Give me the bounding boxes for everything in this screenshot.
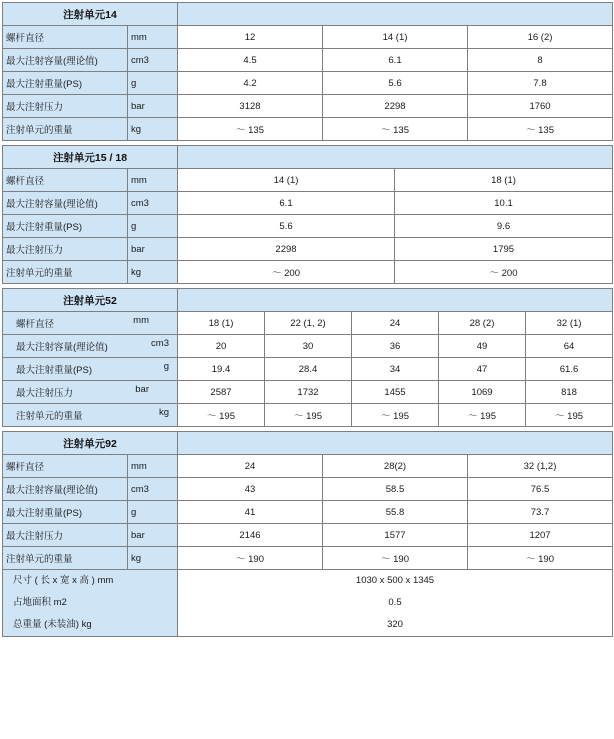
row-unit: kg xyxy=(128,261,178,284)
row-label: 注射单元的重量 xyxy=(3,547,128,570)
cell-value: 6.1 xyxy=(178,192,395,215)
cell-value: 43 xyxy=(178,478,323,501)
cell-value: ～ 200 xyxy=(395,261,613,284)
cell-value: 1760 xyxy=(468,95,613,118)
table-header-row xyxy=(3,146,613,169)
cell-value: 2298 xyxy=(178,238,395,261)
footer-row xyxy=(3,614,613,637)
footer-value: 0.5 xyxy=(178,592,613,614)
cell-value: 8 xyxy=(468,49,613,72)
cell-value: ～ 190 xyxy=(468,547,613,570)
row-label: 最大注射压力 xyxy=(3,238,128,261)
row-unit: g xyxy=(128,501,178,524)
row-label: 注射单元的重量 xyxy=(16,411,83,422)
row-unit: bar xyxy=(128,524,178,547)
row-label: 最大注射重量(PS) xyxy=(3,501,128,524)
cell-value: 73.7 xyxy=(468,501,613,524)
table-header-row xyxy=(3,289,613,312)
cell-value: 36 xyxy=(352,335,439,358)
table-row xyxy=(3,381,613,404)
table-header-blank xyxy=(178,3,613,26)
row-unit: g xyxy=(128,215,178,238)
row-label: 最大注射重量(PS) xyxy=(3,72,128,95)
footer-value: 1030 x 500 x 1345 xyxy=(178,570,613,593)
table-row xyxy=(3,404,613,427)
cell-value: 7.8 xyxy=(468,72,613,95)
footer-label: 尺寸 ( 长 x 宽 x 高 ) mm xyxy=(3,570,178,593)
cell-value: 1455 xyxy=(352,381,439,404)
row-label: 最大注射重量(PS) xyxy=(3,215,128,238)
cell-value: ～ 135 xyxy=(178,118,323,141)
cell-value: 64 xyxy=(526,335,613,358)
table-row xyxy=(3,238,613,261)
cell-value: 1207 xyxy=(468,524,613,547)
table-row xyxy=(3,524,613,547)
row-unit: cm3 xyxy=(128,478,178,501)
cell-value: ～ 195 xyxy=(526,404,613,427)
cell-value: 34 xyxy=(352,358,439,381)
row-label: 最大注射容量(理论值) xyxy=(3,49,128,72)
cell-value: 55.8 xyxy=(323,501,468,524)
row-label: 最大注射压力 xyxy=(3,95,128,118)
row-label: 最大注射压力 xyxy=(3,524,128,547)
footer-value: 320 xyxy=(178,614,613,637)
spec-table-92 xyxy=(2,431,613,637)
row-label: 最大注射容量(理论值) xyxy=(16,342,108,353)
row-unit: bar xyxy=(128,238,178,261)
table-header-row xyxy=(3,3,613,26)
spec-table-14 xyxy=(2,2,613,141)
table-title: 注射单元15 / 18 xyxy=(3,146,178,169)
row-label-cell xyxy=(3,358,178,381)
row-unit: mm xyxy=(128,26,178,49)
table-row xyxy=(3,169,613,192)
row-unit: mm xyxy=(128,455,178,478)
row-unit: mm xyxy=(133,315,149,326)
cell-value: ～ 195 xyxy=(178,404,265,427)
row-label-cell xyxy=(3,335,178,358)
table-header-blank xyxy=(178,432,613,455)
footer-label: 总重量 (未装油) kg xyxy=(3,614,178,637)
row-label: 最大注射重量(PS) xyxy=(16,365,93,376)
table-row xyxy=(3,547,613,570)
table-row xyxy=(3,335,613,358)
row-label-cell xyxy=(3,312,178,335)
cell-value: ～ 190 xyxy=(323,547,468,570)
cell-value: 49 xyxy=(439,335,526,358)
cell-value: 1577 xyxy=(323,524,468,547)
table-row xyxy=(3,312,613,335)
row-label: 螺杆直径 xyxy=(3,169,128,192)
table-row xyxy=(3,501,613,524)
cell-value: 2298 xyxy=(323,95,468,118)
spec-table-52 xyxy=(2,288,613,427)
row-unit: kg xyxy=(128,118,178,141)
cell-value: 24 xyxy=(178,455,323,478)
cell-value: 1732 xyxy=(265,381,352,404)
row-label: 最大注射容量(理论值) xyxy=(3,478,128,501)
table-row xyxy=(3,215,613,238)
table-header-blank xyxy=(178,289,613,312)
row-unit: g xyxy=(128,72,178,95)
cell-value: 14 (1) xyxy=(323,26,468,49)
cell-value: 28(2) xyxy=(323,455,468,478)
cell-value: ～ 195 xyxy=(265,404,352,427)
cell-value: ～ 190 xyxy=(178,547,323,570)
cell-value: 818 xyxy=(526,381,613,404)
row-unit: bar xyxy=(135,384,149,395)
cell-value: 12 xyxy=(178,26,323,49)
cell-value: 6.1 xyxy=(323,49,468,72)
row-unit: cm3 xyxy=(128,49,178,72)
cell-value: 9.6 xyxy=(395,215,613,238)
cell-value: 4.5 xyxy=(178,49,323,72)
cell-value: ～ 195 xyxy=(352,404,439,427)
table-row xyxy=(3,26,613,49)
cell-value: 61.6 xyxy=(526,358,613,381)
row-label: 最大注射容量(理论值) xyxy=(3,192,128,215)
table-row xyxy=(3,478,613,501)
footer-label: 占地面积 m2 xyxy=(3,592,178,614)
row-unit: bar xyxy=(128,95,178,118)
table-row xyxy=(3,455,613,478)
cell-value: 28.4 xyxy=(265,358,352,381)
cell-value: 30 xyxy=(265,335,352,358)
row-unit: cm3 xyxy=(128,192,178,215)
row-unit: kg xyxy=(158,407,169,418)
row-label: 螺杆直径 xyxy=(16,319,55,330)
row-label: 注射单元的重量 xyxy=(3,118,128,141)
row-label: 最大注射压力 xyxy=(16,388,74,399)
row-label: 螺杆直径 xyxy=(3,455,128,478)
cell-value: 2146 xyxy=(178,524,323,547)
row-label-cell xyxy=(3,381,178,404)
cell-value: 10.1 xyxy=(395,192,613,215)
table-row xyxy=(3,49,613,72)
row-label: 螺杆直径 xyxy=(3,26,128,49)
row-unit: g xyxy=(163,361,169,372)
cell-value: 16 (2) xyxy=(468,26,613,49)
cell-value: 19.4 xyxy=(178,358,265,381)
cell-value: 18 (1) xyxy=(395,169,613,192)
row-unit: kg xyxy=(128,547,178,570)
cell-value: 41 xyxy=(178,501,323,524)
spec-table-15-18 xyxy=(2,145,613,284)
table-row xyxy=(3,72,613,95)
cell-value: 32 (1,2) xyxy=(468,455,613,478)
cell-value: 28 (2) xyxy=(439,312,526,335)
footer-row xyxy=(3,570,613,593)
table-header-row xyxy=(3,432,613,455)
cell-value: ～ 135 xyxy=(323,118,468,141)
cell-value: 5.6 xyxy=(178,215,395,238)
table-title: 注射单元92 xyxy=(3,432,178,455)
cell-value: ～ 200 xyxy=(178,261,395,284)
cell-value: 47 xyxy=(439,358,526,381)
cell-value: ～ 195 xyxy=(439,404,526,427)
cell-value: 20 xyxy=(178,335,265,358)
cell-value: 1069 xyxy=(439,381,526,404)
table-row xyxy=(3,95,613,118)
cell-value: 4.2 xyxy=(178,72,323,95)
cell-value: 18 (1) xyxy=(178,312,265,335)
row-label-cell xyxy=(3,404,178,427)
cell-value: 3128 xyxy=(178,95,323,118)
table-title: 注射单元14 xyxy=(3,3,178,26)
cell-value: 1795 xyxy=(395,238,613,261)
table-header-blank xyxy=(178,146,613,169)
cell-value: 5.6 xyxy=(323,72,468,95)
table-row xyxy=(3,192,613,215)
cell-value: ～ 135 xyxy=(468,118,613,141)
footer-row xyxy=(3,592,613,614)
cell-value: 2587 xyxy=(178,381,265,404)
table-title: 注射单元52 xyxy=(3,289,178,312)
row-label: 注射单元的重量 xyxy=(3,261,128,284)
row-unit: mm xyxy=(128,169,178,192)
table-row xyxy=(3,358,613,381)
cell-value: 22 (1, 2) xyxy=(265,312,352,335)
cell-value: 24 xyxy=(352,312,439,335)
cell-value: 32 (1) xyxy=(526,312,613,335)
table-row xyxy=(3,261,613,284)
cell-value: 14 (1) xyxy=(178,169,395,192)
cell-value: 58.5 xyxy=(323,478,468,501)
cell-value: 76.5 xyxy=(468,478,613,501)
table-row xyxy=(3,118,613,141)
row-unit: cm3 xyxy=(151,338,169,349)
